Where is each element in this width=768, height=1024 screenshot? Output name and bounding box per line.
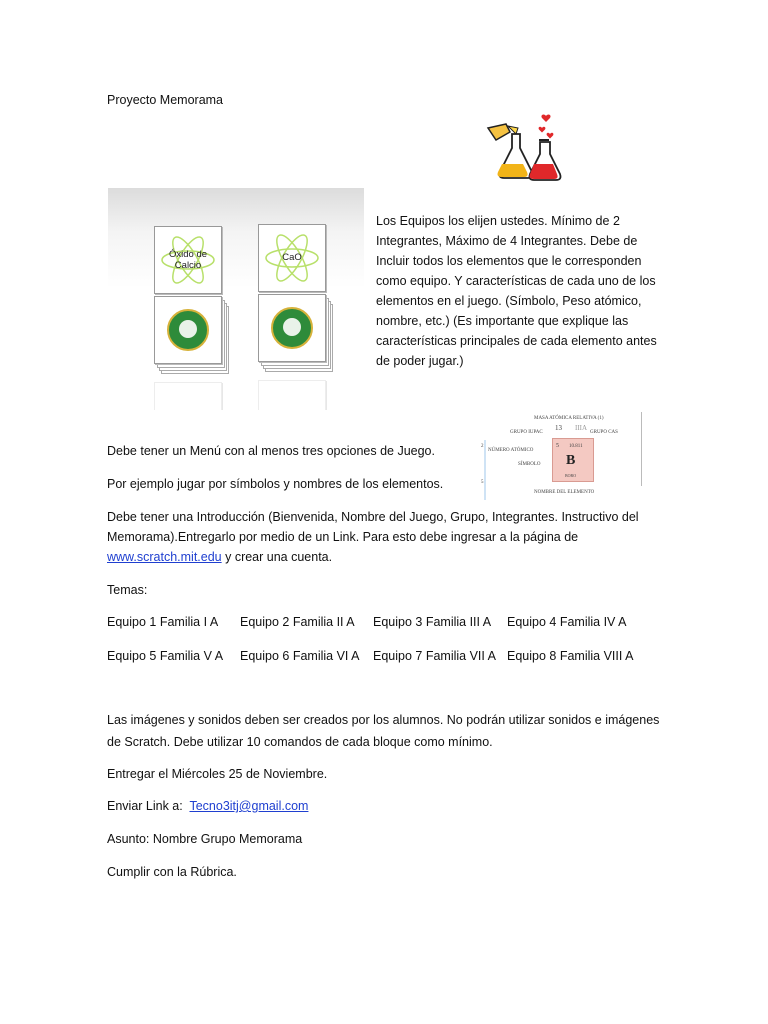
nombre-elemento-label: NOMBRE DEL ELEMENTO (534, 490, 595, 495)
introduction-line-2: Memorama).Entregarlo por medio de un Link. Para esto debe ingresar a la página de (107, 530, 579, 544)
element-box (552, 424, 594, 482)
card-label: CaO (282, 252, 302, 263)
group-cas: IIIA (575, 424, 588, 432)
memory-card-back (258, 294, 326, 362)
menu-requirement: Debe tener un Menú con al menos tres opciones de Juego. (107, 444, 435, 458)
memory-card (154, 226, 222, 294)
intro-paragraph: Los Equipos los elijen ustedes. Mínimo de 2 Integrantes, Máximo de 4 Integrantes. Debe de Incluir todos los elementos que le corresponden como equipo. Y características de cada uno de los elementos en el juego. (Símbolo, Peso atómico, nombre, etc.) (Es importante que explique las características principales de cada elemento antes de poder jugar.) (376, 214, 657, 368)
introduction-line-1: Debe tener una Introducción (Bienvenida, Nombre del Juego, Grupo, Integrantes. Instructivo del (107, 510, 639, 524)
rubric-text: Cumplir con la Rúbrica. (107, 865, 237, 879)
images-line-1: Las imágenes y sonidos deben ser creados por los alumnos. No podrán utilizar sonidos e imágenes (107, 713, 660, 727)
images-line-2: de Scratch. Debe utilizar 10 comandos de cada bloque como mínimo. (107, 735, 493, 749)
equipo-item: Equipo 4 Familia IV A (507, 615, 627, 629)
grupo-cas-label: GRUPO CAS (590, 430, 618, 435)
memory-card (258, 224, 326, 292)
equipo-item: Equipo 5 Familia V A (107, 649, 224, 663)
atomic-number: 5 (556, 443, 559, 449)
equipo-item: Equipo 1 Familia I A (107, 615, 219, 629)
heart-icon (539, 127, 546, 133)
card-label: Óxido de Calcio (168, 249, 208, 271)
example-text: Por ejemplo jugar por símbolos y nombres de los elementos. (107, 477, 444, 491)
school-seal-icon (167, 309, 209, 351)
memory-card-reflection (154, 382, 222, 410)
equipo-item: Equipo 7 Familia VII A (373, 649, 496, 663)
element-symbol: B (566, 453, 576, 468)
equipo-item: Equipo 2 Familia II A (240, 615, 355, 629)
row-number: 5 (481, 480, 484, 485)
send-link-line (107, 796, 308, 816)
school-seal-icon (271, 307, 313, 349)
equipo-item: Equipo 8 Familia VIII A (507, 649, 634, 663)
deadline-text: Entregar el Miércoles 25 de Noviembre. (107, 767, 328, 781)
subject-text: Asunto: Nombre Grupo Memorama (107, 832, 303, 846)
masa-label: MASA ATÓMICA RELATIVA (1) (534, 416, 604, 421)
scratch-line-suffix: y crear una cuenta. (221, 550, 333, 564)
scratch-link[interactable]: www.scratch.mit.edu (107, 550, 222, 564)
simbolo-label: SÍMBOLO (518, 462, 541, 467)
element-name: BORO (565, 473, 577, 478)
scratch-line (107, 547, 332, 567)
page-title: Proyecto Memorama (107, 93, 224, 107)
heart-icon (541, 115, 550, 122)
chemistry-flasks-image (484, 106, 568, 186)
row-number: 2 (481, 444, 484, 449)
temas-label: Temas: (107, 583, 148, 597)
periodic-element-image (478, 412, 644, 498)
equipo-item: Equipo 3 Familia III A (373, 615, 492, 629)
email-link[interactable]: Tecno3itj@gmail.com (189, 799, 309, 813)
memorama-cards-image (108, 188, 364, 410)
equipo-item: Equipo 6 Familia VI A (240, 649, 360, 663)
send-label: Enviar Link a: (107, 799, 183, 813)
memory-card-reflection (258, 380, 326, 410)
group-number: 13 (555, 424, 562, 432)
memory-card-back (154, 296, 222, 364)
heart-icon (547, 133, 554, 139)
atomic-mass: 10.811 (569, 444, 583, 449)
numero-atomico-label: NÚMERO ATÓMICO (488, 448, 534, 453)
grupo-iupac-label: GRUPO IUPAC (510, 430, 543, 435)
